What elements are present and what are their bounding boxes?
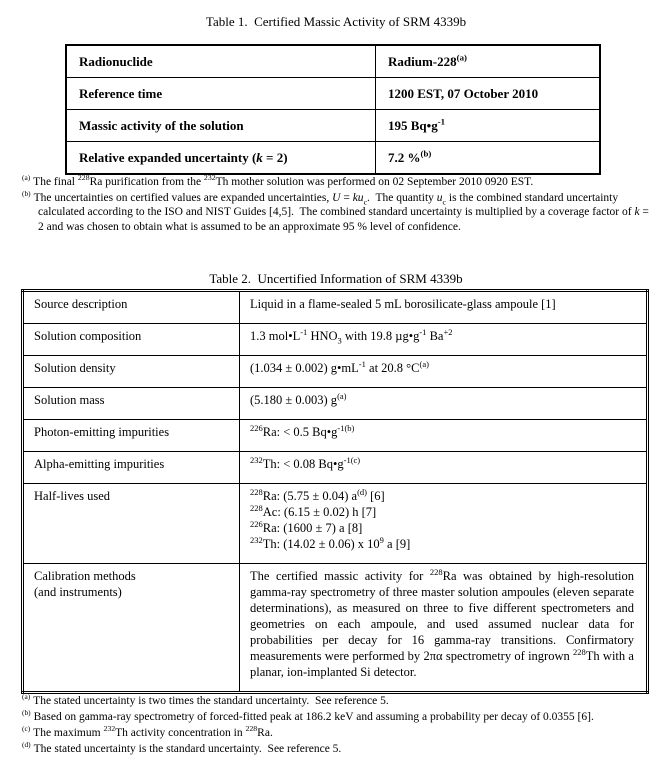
footnote [22,742,662,757]
row-label: Half-lives used [23,484,240,564]
footnote [22,694,662,709]
row-label: Solution density [23,356,240,388]
row-label [23,564,240,693]
table-row [23,420,648,452]
row-label: Solution mass [23,388,240,420]
table2-uncertified-information [21,289,649,694]
row-value: (1.034 ± 0.002) $g•mL^{-1}$ at 20.8 $^\circ C^{(a)}$ [240,356,648,388]
half-life-line: $^{226}$Ra: (1600 ± 7) a [8] [250,518,363,535]
footnote-marker: (a) [22,173,31,183]
table-row [23,291,648,324]
row-label: Massic activity of the solution [66,110,376,142]
table-row [66,78,600,110]
row-label: Reference time [66,78,376,110]
row-value: $^{226}$Ra: < 0.5 $Bq•g^{-1(b)}$ [240,420,648,452]
row-label: Alpha-emitting impurities [23,452,240,484]
table2-title: Table 2. Uncertified Information of SRM 4339b [209,271,463,286]
footnote [22,175,654,190]
footnote [22,710,662,725]
footnote-marker: (b) [22,708,31,718]
footnote-text: The stated uncertainty is two times the standard uncertainty. See reference 5. [33,695,389,707]
row-label: Photon-emitting impurities [23,420,240,452]
table-row [66,142,600,175]
row-value-calibration: The certified massic activity for $^{228}$Ra was obtained by high-resolution gamma-ray spectrometry of three master solution ampoules (eleven separate determinations), as measured on three to five different spectrometers and geometries on each ampoule, and used assumed nuclear data for probabilities per decay for 16 gamma-ray transitions. Confirmatory measurements were performed by 2πα spectrometry of ingrown $^{228}$Th with a planar, ion-implanted Si detector. [240,564,648,693]
row-label: Relative expanded uncertainty (k = 2) [66,142,376,175]
footnote-text: The maximum $^{232}$Th activity concentration in $^{228}$Ra. [33,724,273,739]
table-row [23,356,648,388]
footnote-marker: (b) [22,188,31,198]
row-value: 1200 EST, 07 October 2010 [376,78,601,110]
footnote-text: The stated uncertainty is the standard uncertainty. See reference 5. [33,743,342,755]
table-row [66,45,600,78]
row-label-line: Calibration methods [34,569,136,583]
table2-footnotes [22,694,662,757]
row-label-line: (and instruments) [34,585,122,599]
footnote-marker: (a) [22,692,31,702]
table1-footnotes [22,175,654,235]
row-value: $^{232}$Th: < 0.08 $Bq•g^{-1(c)}$ [240,452,648,484]
footnote [22,726,662,741]
table-row [23,388,648,420]
row-value: 1.3 $mol•L^{-1}$ $HNO_3$ with 19.8 $\mu g•g^{-1}$ $Ba^{+2}$ [240,324,648,356]
table-row [23,484,648,564]
footnote [22,188,654,235]
footnote-text: The uncertainties on certified values are expanded uncertainties, $U = ku_c$. The quantity $u_c$ is the combined standard uncertainty calculated according to the ISO and NIST Guides [4,5]. The combined standard uncertainty is multiplied by a coverage factor of k = 2 and was chosen to obtain what is assumed to be an approximate 95 % level of confidence. [33,191,652,233]
footnote-text: Based on gamma-ray spectrometry of forced-fitted peak at 186.2 keV and assuming a probability per decay of 0.0355 [6]. [33,711,594,723]
row-value-halflives [240,484,648,564]
footnote-marker: (c) [22,724,31,734]
footnote-text: The final $^{228}$Ra purification from the $^{232}$Th mother solution was performed on 02 September 2010 0920 EST. [33,173,534,188]
half-life-line: $^{228}$Ra: (5.75 ± 0.04) $a^{(d)}$ [6] [250,486,385,503]
table1-certified-massic-activity [65,44,601,175]
row-label: Radionuclide [66,45,376,78]
row-value: 195 $Bq•g^{-1}$ [376,110,601,142]
row-value: Radium-228$^{(a)}$ [376,45,601,78]
row-value: Liquid in a flame-sealed 5 mL borosilicate-glass ampoule [1] [240,291,648,324]
row-value: 7.2 %$^{(b)}$ [376,142,601,175]
row-label: Solution composition [23,324,240,356]
table-row [23,564,648,693]
table-row [23,452,648,484]
table1-title: Table 1. Certified Massic Activity of SRM 4339b [205,14,467,29]
row-label: Source description [23,291,240,324]
half-life-line: $^{232}$Th: (14.02 ± 0.06) x $10^9$ a [9] [250,534,411,551]
footnote-marker: (d) [22,740,31,750]
table-row [23,324,648,356]
table-row [66,110,600,142]
half-life-line: $^{228}$Ac: (6.15 ± 0.02) h [7] [250,502,377,519]
row-value: (5.180 ± 0.003) $g^{(a)}$ [240,388,648,420]
